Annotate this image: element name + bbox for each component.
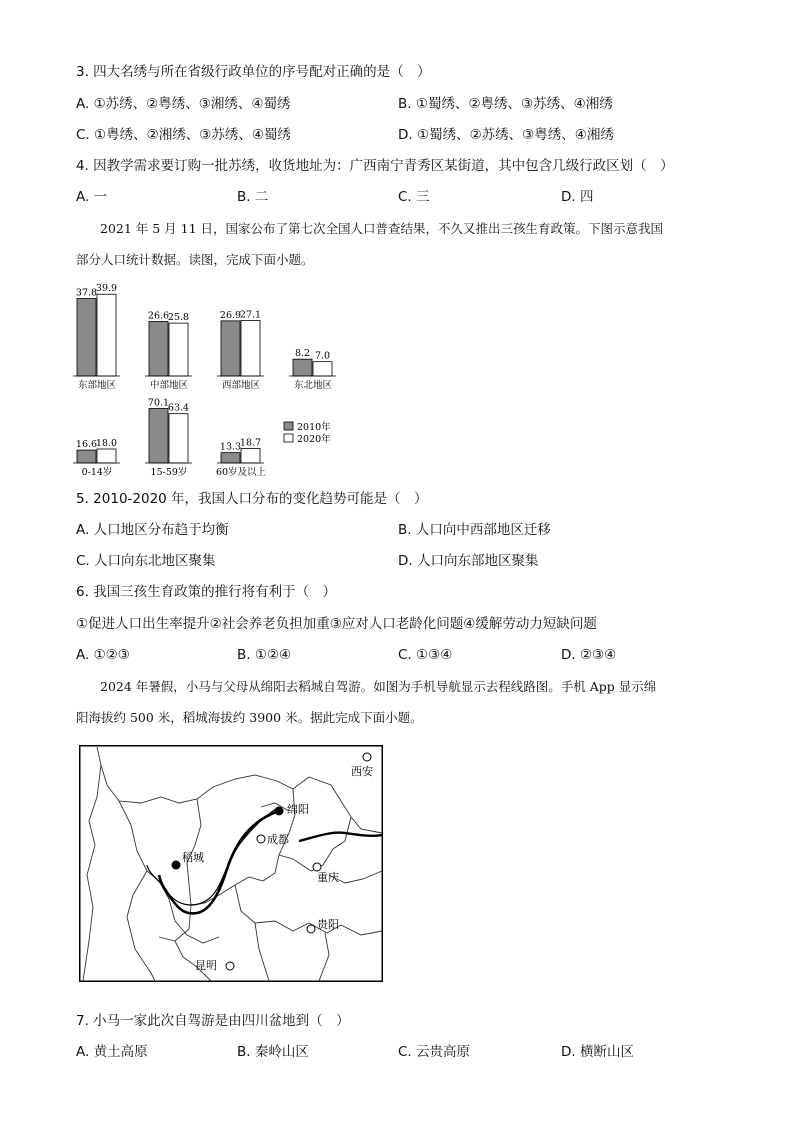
city-label-guiyang: 贵阳 <box>317 918 339 931</box>
city-marker-xian <box>363 753 371 761</box>
data-label: 37.8 <box>75 287 98 299</box>
q6-option-d: D. ②③④ <box>561 647 617 663</box>
age-structure-chart <box>70 393 350 481</box>
legend-swatch-2010年 <box>284 422 293 430</box>
region-population-chart <box>70 278 350 393</box>
bar-15-59岁-2020年 <box>169 414 188 463</box>
data-label: 18.7 <box>239 437 262 449</box>
data-label: 70.1 <box>147 397 170 409</box>
bar-西部地区-2020年 <box>241 320 260 376</box>
city-label-mianyang: 绵阳 <box>287 803 309 816</box>
q4-stem: 4. 因教学需求要订购一批苏绣，收货地址为：广西南宁青秀区某街道，其中包含几级行政区划（ ） <box>76 158 674 174</box>
q7-option-b: B. 秦岭山区 <box>237 1044 309 1060</box>
bar-东部地区-2020年 <box>97 294 116 376</box>
q4-option-c: C. 三 <box>398 189 430 205</box>
bar-西部地区-2010年 <box>221 321 240 376</box>
bar-中部地区-2010年 <box>149 321 168 376</box>
city-marker-guiyang <box>307 925 315 933</box>
data-label: 7.0 <box>314 350 331 362</box>
q7-option-a: A. 黄土高原 <box>76 1044 148 1060</box>
q6-option-c: C. ①③④ <box>398 647 453 663</box>
q7-stem: 7. 小马一家此次自驾游是由四川盆地到（ ） <box>76 1013 350 1029</box>
tick-label: 0-14岁 <box>81 467 113 478</box>
passage1-line2: 部分人口统计数据。读图，完成下面小题。 <box>76 252 314 267</box>
data-label: 26.9 <box>219 309 242 321</box>
bar-东北地区-2020年 <box>313 362 332 376</box>
city-marker-chengdu <box>257 835 265 843</box>
q6-stem: 6. 我国三孩生育政策的推行将有利于（ ） <box>76 584 337 600</box>
data-label: 63.4 <box>167 402 190 414</box>
data-label: 16.6 <box>75 439 98 451</box>
data-label: 39.9 <box>95 283 118 295</box>
city-marker-daocheng <box>172 861 181 870</box>
q6-option-a: A. ①②③ <box>76 647 130 663</box>
tick-label: 中部地区 <box>149 380 189 391</box>
q3-option-c: C. ①粤绣、②湘绣、③苏绣、④蜀绣 <box>76 127 291 143</box>
bar-60岁及以上-2020年 <box>241 448 260 463</box>
q3-option-d: D. ①蜀绣、②苏绣、③粤绣、④湘绣 <box>398 127 614 143</box>
data-label: 18.0 <box>95 438 118 449</box>
tick-label: 东北地区 <box>293 380 333 391</box>
city-label-chongqing: 重庆 <box>317 871 339 884</box>
city-label-daocheng: 稻城 <box>182 851 204 864</box>
q3-option-a: A. ①苏绣、②粤绣、③湘绣、④蜀绣 <box>76 96 291 112</box>
map-frame <box>80 746 383 982</box>
q4-option-b: B. 二 <box>237 189 269 205</box>
bar-中部地区-2020年 <box>169 323 188 376</box>
city-marker-kunming <box>226 962 234 970</box>
q4-option-d: D. 四 <box>561 189 594 205</box>
q5-option-a: A. 人口地区分布趋于均衡 <box>76 522 229 538</box>
bar-东北地区-2010年 <box>293 359 312 376</box>
city-marker-mianyang <box>275 807 284 816</box>
bar-东部地区-2010年 <box>77 299 96 376</box>
legend-label: 2010年 <box>297 422 331 433</box>
q5-stem: 5. 2010-2020 年，我国人口分布的变化趋势可能是（ ） <box>76 491 428 507</box>
passage2-line1: 2024 年暑假，小马与父母从绵阳去稻城自驾游。如图为手机导航显示去程线路图。手机 App 显示绵 <box>100 679 657 694</box>
q4-option-a: A. 一 <box>76 189 108 205</box>
passage2-line2: 阳海拔约 500 米，稻城海拔约 3900 米。据此完成下面小题。 <box>76 710 423 725</box>
q3-option-b: B. ①蜀绣、②粤绣、③苏绣、④湘绣 <box>398 96 613 112</box>
bar-15-59岁-2010年 <box>149 408 168 463</box>
data-label: 13.3 <box>219 441 242 453</box>
data-label: 8.2 <box>294 348 311 360</box>
city-label-xian: 西安 <box>351 765 373 778</box>
route-map <box>79 745 383 982</box>
tick-label: 15-59岁 <box>150 467 188 478</box>
legend-label: 2020年 <box>297 434 331 445</box>
q3-stem: 3. 四大名绣与所在省级行政单位的序号配对正确的是（ ） <box>76 64 431 80</box>
legend-swatch-2020年 <box>284 434 293 442</box>
city-marker-chongqing <box>313 863 321 871</box>
data-label: 25.8 <box>167 312 190 324</box>
q6-items: ①促进人口出生率提升②社会养老负担加重③应对人口老龄化问题④缓解劳动力短缺问题 <box>76 616 597 632</box>
q7-option-c: C. 云贵高原 <box>398 1044 471 1060</box>
city-label-kunming: 昆明 <box>195 959 217 972</box>
q5-option-c: C. 人口向东北地区聚集 <box>76 553 216 569</box>
bar-60岁及以上-2010年 <box>221 453 240 463</box>
city-label-chengdu: 成都 <box>267 833 289 846</box>
bar-0-14岁-2010年 <box>77 450 96 463</box>
tick-label: 60岁及以上 <box>215 467 267 478</box>
tick-label: 东部地区 <box>77 380 117 391</box>
q6-option-b: B. ①②④ <box>237 647 292 663</box>
tick-label: 西部地区 <box>221 380 261 391</box>
q5-option-b: B. 人口向中西部地区迁移 <box>398 522 551 538</box>
bar-0-14岁-2020年 <box>97 449 116 463</box>
data-label: 27.1 <box>239 309 262 321</box>
q5-option-d: D. 人口向东部地区聚集 <box>398 553 539 569</box>
passage1-line1: 2021 年 5 月 11 日，国家公布了第七次全国人口普查结果，不久又推出三孩生育政策。下图示意我国 <box>100 221 664 236</box>
q7-option-d: D. 横断山区 <box>561 1044 634 1060</box>
data-label: 26.6 <box>147 310 170 322</box>
